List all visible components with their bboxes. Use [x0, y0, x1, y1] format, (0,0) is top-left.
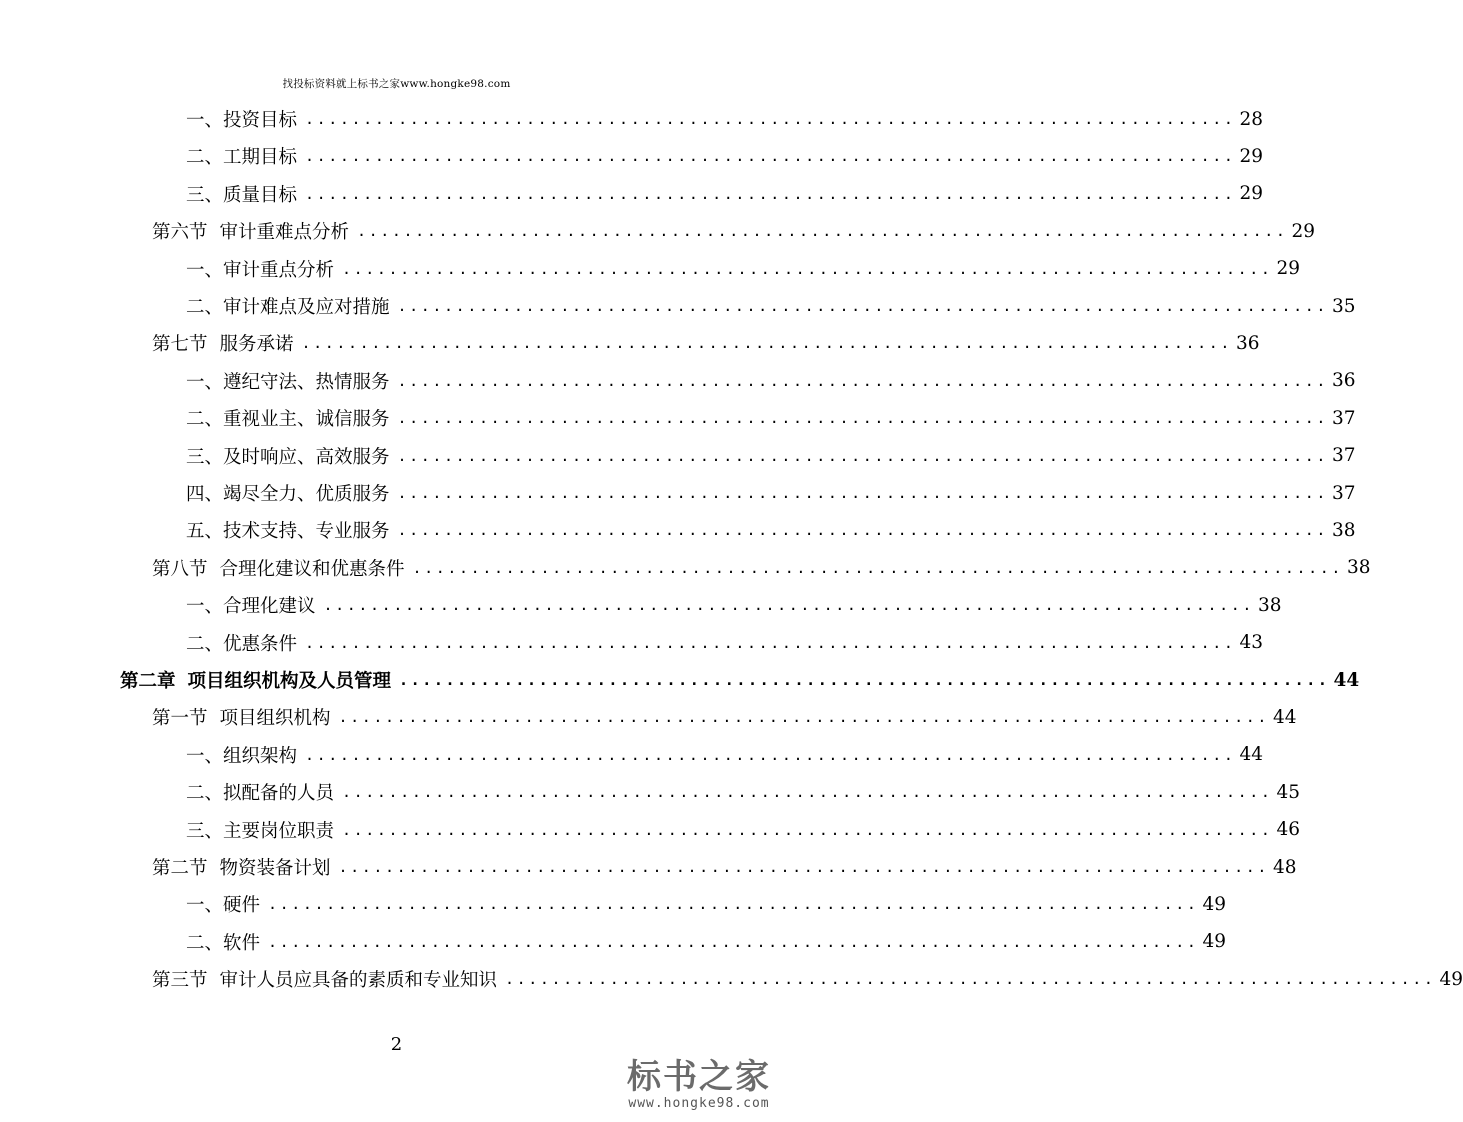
toc-entry-prefix: 三、	[186, 820, 224, 842]
toc-entry-page: 35	[1332, 295, 1356, 317]
toc-entry-prefix: 第七节	[152, 334, 208, 356]
toc-item-entry[interactable]	[186, 179, 1264, 209]
toc-entry-page: 45	[1276, 781, 1301, 803]
toc-entry-text: 审计重点分析	[223, 259, 335, 281]
toc-leader-dots: ................................................................................	[323, 596, 1254, 615]
toc-entry-title	[186, 779, 334, 805]
toc-item-entry[interactable]	[186, 815, 1301, 845]
toc-entry-prefix: 第一节	[152, 708, 208, 730]
toc-entry-text: 重视业主、诚信服务	[223, 409, 390, 431]
toc-item-entry[interactable]	[186, 590, 1282, 620]
toc-leader-dots: ................................................................................	[305, 110, 1236, 128]
toc-item-entry[interactable]	[186, 254, 1301, 284]
toc-entry-text: 拟配备的人员	[223, 783, 335, 805]
toc-leader-dots: ................................................................................	[505, 970, 1436, 989]
toc-leader-dots: ................................................................................	[397, 409, 1328, 428]
toc-entry-prefix: 一、	[186, 110, 224, 131]
toc-leader-dots: ................................................................................	[301, 334, 1232, 353]
toc-entry-title	[186, 891, 260, 917]
toc-entry-page: 48	[1273, 856, 1297, 878]
toc-entry-title	[186, 181, 297, 207]
toc-entry-text: 物资装备计划	[219, 858, 331, 879]
toc-leader-dots: ................................................................................	[338, 858, 1269, 876]
toc-entry-title	[186, 630, 297, 656]
watermark-url: www.hongke98.com	[628, 1096, 770, 1111]
toc-item-entry[interactable]	[186, 478, 1356, 508]
toc-entry-title	[186, 293, 390, 319]
toc-leader-dots: ................................................................................	[268, 895, 1199, 914]
toc-entry-prefix: 二、	[186, 147, 224, 169]
toc-entry-prefix: 第三节	[152, 970, 208, 992]
toc-entry-prefix: 一、	[186, 745, 224, 767]
toc-entry-text: 及时响应、高效服务	[223, 446, 390, 468]
toc-leader-dots: ................................................................................	[397, 446, 1328, 465]
toc-entry-title	[186, 929, 260, 955]
toc-entry-text: 遵纪守法、热情服务	[223, 371, 390, 393]
toc-entry-title	[186, 517, 390, 543]
toc-section-entry[interactable]	[152, 964, 1463, 994]
toc-entry-page: 37	[1332, 445, 1356, 467]
toc-leader-dots: ................................................................................	[397, 484, 1328, 502]
toc-entry-prefix: 一、	[186, 259, 224, 281]
toc-entry-text: 优惠条件	[223, 633, 298, 655]
watermark-logo-text: 标书之家	[627, 1057, 771, 1097]
toc-entry-page: 49	[1202, 893, 1227, 915]
toc-entry-prefix: 第八节	[152, 558, 208, 580]
toc-entry-page: 29	[1239, 183, 1264, 205]
toc-leader-dots: ................................................................................	[342, 259, 1273, 278]
toc-entry-prefix: 二、	[186, 297, 224, 318]
toc-section-entry[interactable]	[152, 702, 1297, 732]
toc-entry-title	[186, 443, 390, 469]
toc-entry-title	[120, 667, 391, 693]
toc-entry-page: 28	[1239, 108, 1264, 130]
page-header: 找投标资料就上标书之家www.hongke98.com	[282, 78, 511, 90]
toc-entry-prefix: 第六节	[152, 222, 208, 244]
toc-section-entry[interactable]	[152, 553, 1371, 583]
toc-leader-dots: ................................................................................	[357, 222, 1288, 241]
toc-entry-prefix: 一、	[186, 895, 224, 917]
toc-leader-dots: ................................................................................	[342, 820, 1273, 839]
toc-item-entry[interactable]	[186, 889, 1227, 919]
toc-entry-prefix: 三、	[186, 446, 224, 468]
toc-entry-text: 投资目标	[223, 110, 298, 131]
toc-entry-prefix: 第二节	[152, 858, 208, 879]
toc-entry-title	[186, 480, 390, 506]
toc-entry-prefix: 一、	[186, 371, 224, 393]
toc-entry-prefix: 三、	[186, 184, 224, 206]
toc-entry-prefix: 四、	[186, 484, 224, 505]
toc-entry-prefix: 二、	[186, 409, 224, 431]
toc-entry-text: 软件	[223, 932, 261, 954]
toc-entry-prefix: 第二章	[120, 671, 176, 692]
toc-entry-title	[186, 592, 316, 618]
toc-entry-prefix: 二、	[186, 633, 224, 655]
toc-entry-page: 49	[1202, 931, 1227, 953]
toc-entry-text: 组织架构	[223, 745, 298, 767]
toc-entry-prefix: 一、	[186, 596, 224, 618]
toc-item-entry[interactable]	[186, 291, 1356, 321]
toc-entry-page: 29	[1276, 258, 1301, 280]
toc-leader-dots: ................................................................................	[305, 633, 1236, 652]
toc-leader-dots: ................................................................................	[397, 371, 1328, 390]
toc-item-entry[interactable]	[186, 927, 1227, 957]
toc-entry-text: 质量目标	[223, 184, 298, 206]
toc-section-entry[interactable]	[152, 852, 1297, 882]
toc-leader-dots: ................................................................................	[412, 558, 1343, 577]
toc-entry-title	[186, 368, 390, 394]
toc-entry-text: 服务承诺	[219, 334, 294, 356]
toc-entry-title	[186, 143, 297, 169]
toc-leader-dots: ................................................................................	[342, 783, 1273, 802]
toc-entry-title	[152, 704, 331, 730]
toc-entry-page: 29	[1291, 220, 1316, 242]
toc-entry-page: 44	[1333, 669, 1360, 691]
toc-entry-text: 审计人员应具备的素质和专业知识	[219, 970, 498, 992]
toc-entry-title	[152, 854, 331, 880]
toc-entry-title	[152, 555, 405, 581]
toc-entry-title	[186, 405, 390, 431]
toc-entry-page: 36	[1332, 370, 1356, 392]
toc-entry-text: 合理化建议	[223, 596, 316, 618]
toc-entry-text: 合理化建议和优惠条件	[219, 558, 405, 580]
toc-leader-dots: ................................................................................	[399, 671, 1330, 689]
toc-entry-page: 46	[1276, 819, 1301, 841]
toc-leader-dots: ................................................................................	[338, 708, 1269, 727]
toc-entry-title	[152, 330, 294, 356]
toc-entry-page: 38	[1347, 557, 1371, 579]
toc-item-entry[interactable]	[186, 777, 1301, 807]
toc-item-entry[interactable]	[186, 141, 1264, 171]
toc-chapter-entry[interactable]	[120, 665, 1360, 695]
page-number: 2	[390, 1034, 403, 1055]
toc-entry-page: 37	[1332, 482, 1356, 504]
toc-item-entry[interactable]	[186, 740, 1264, 770]
toc-leader-dots: ................................................................................	[305, 147, 1236, 166]
toc-item-entry[interactable]	[186, 441, 1356, 471]
watermark-logo	[619, 1058, 779, 1112]
toc-leader-dots: ................................................................................	[305, 745, 1236, 764]
toc-section-entry[interactable]	[152, 216, 1316, 246]
toc-entry-prefix: 五、	[186, 521, 224, 543]
toc-entry-title	[152, 966, 497, 992]
toc-entry-page: 36	[1236, 332, 1260, 354]
toc-entry-text: 工期目标	[223, 147, 298, 169]
toc-entry-page: 44	[1239, 744, 1264, 766]
toc-entry-prefix: 二、	[186, 783, 224, 805]
toc-entry-prefix: 二、	[186, 932, 224, 954]
toc-item-entry[interactable]	[186, 628, 1264, 658]
toc-item-entry[interactable]	[186, 366, 1356, 396]
toc-entry-text: 项目组织机构	[219, 708, 331, 730]
toc-entry-title	[152, 218, 349, 244]
toc-entry-text: 主要岗位职责	[223, 820, 335, 842]
toc-entry-text: 技术支持、专业服务	[223, 521, 390, 543]
toc-entry-page: 38	[1332, 519, 1356, 541]
toc-entry-page: 44	[1273, 706, 1297, 728]
toc-entry-page: 37	[1332, 407, 1356, 429]
toc-entry-text: 硬件	[223, 895, 261, 917]
toc-entry-title	[186, 106, 297, 132]
toc-entry-page: 49	[1439, 968, 1463, 990]
toc-section-entry[interactable]	[152, 328, 1260, 358]
toc-item-entry[interactable]	[186, 403, 1356, 433]
toc-leader-dots: ................................................................................	[397, 521, 1328, 540]
toc-entry-title	[186, 742, 297, 768]
toc-entry-title	[186, 256, 334, 282]
toc-leader-dots: ................................................................................	[268, 932, 1199, 951]
toc-entry-text: 审计重难点分析	[219, 222, 350, 244]
toc-entry-title	[186, 817, 334, 843]
toc-entry-page: 38	[1258, 594, 1282, 616]
toc-entry-text: 竭尽全力、优质服务	[223, 484, 390, 505]
toc-entry-text: 审计难点及应对措施	[223, 297, 390, 318]
toc-entry-text: 项目组织机构及人员管理	[187, 671, 392, 692]
toc-item-entry[interactable]	[186, 515, 1356, 545]
toc-leader-dots: ................................................................................	[305, 184, 1236, 203]
toc-entry-page: 43	[1239, 632, 1264, 654]
toc-entry-page: 29	[1239, 145, 1264, 167]
toc-leader-dots: ................................................................................	[397, 297, 1328, 315]
toc-item-entry[interactable]	[186, 104, 1264, 134]
